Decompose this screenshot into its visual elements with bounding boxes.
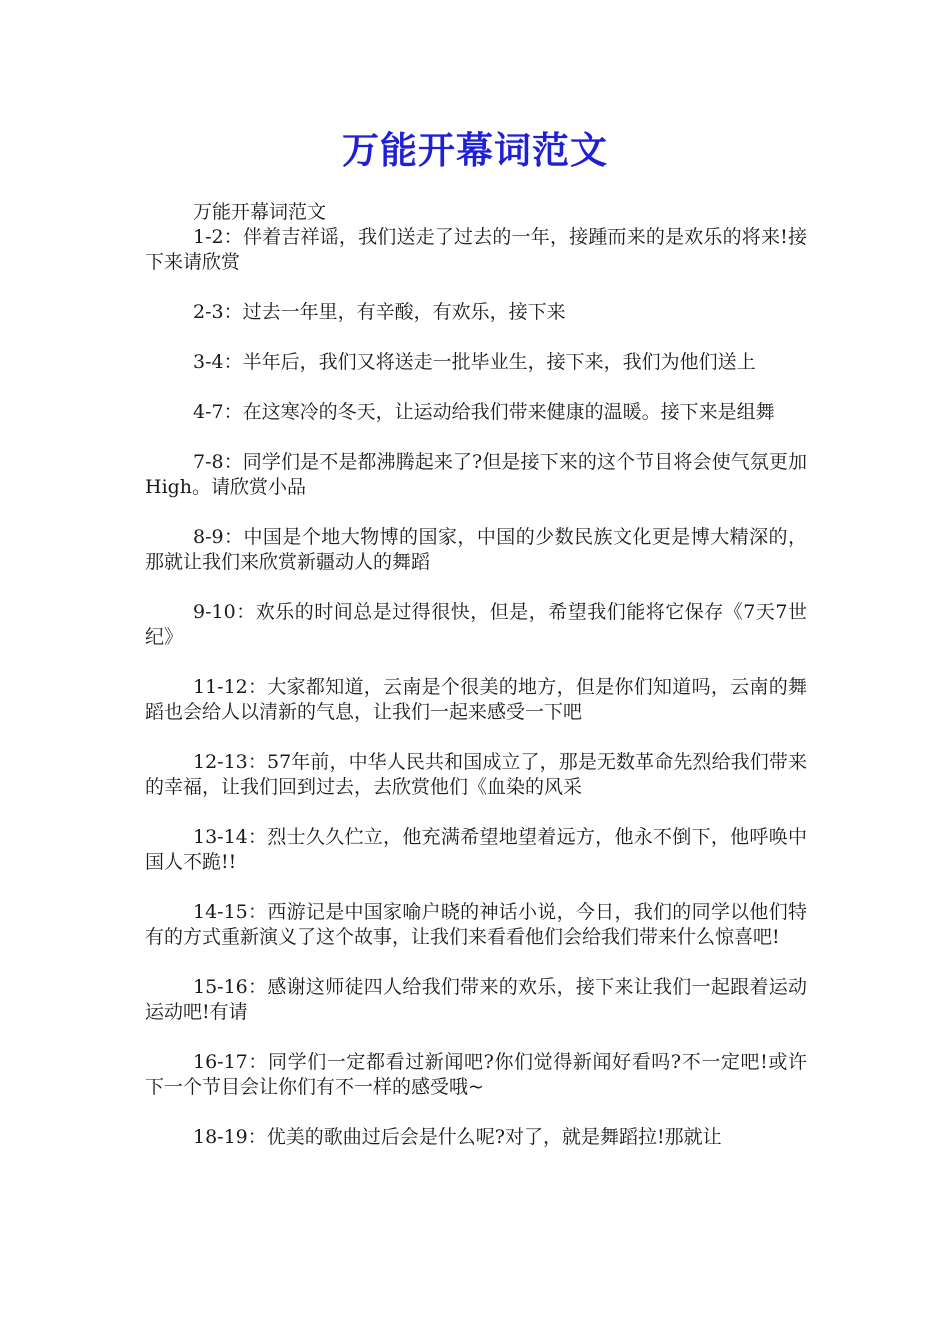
paragraph: 9-10：欢乐的时间总是过得很快，但是，希望我们能将它保存《7天7世纪》 <box>145 601 807 648</box>
paragraph: 18-19：优美的歌曲过后会是什么呢?对了，就是舞蹈拉!那就让 <box>193 1126 722 1148</box>
document-title: 万能开幕词范文 <box>342 128 608 172</box>
paragraph: 1-2：伴着吉祥谣，我们送走了过去的一年，接踵而来的是欢乐的将来!接下来请欣赏 <box>145 226 807 273</box>
paragraph: 8-9：中国是个地大物博的国家，中国的少数民族文化更是博大精深的，那就让我们来欣赏新疆动人的舞蹈 <box>145 526 807 573</box>
paragraph: 4-7：在这寒冷的冬天，让运动给我们带来健康的温暖。接下来是组舞 <box>193 401 775 423</box>
paragraph: 2-3：过去一年里，有辛酸，有欢乐，接下来 <box>193 301 566 323</box>
paragraph: 15-16：感谢这师徒四人给我们带来的欢乐，接下来让我们一起跟着运动运动吧!有请 <box>145 976 807 1023</box>
paragraph: 16-17：同学们一定都看过新闻吧?你们觉得新闻好看吗?不一定吧!或许下一个节目会让你们有不一样的感受哦~ <box>145 1051 807 1098</box>
paragraph: 3-4：半年后，我们又将送走一批毕业生，接下来，我们为他们送上 <box>193 351 756 373</box>
document-subtitle: 万能开幕词范文 <box>193 201 327 223</box>
paragraph: 13-14：烈士久久伫立，他充满希望地望着远方，他永不倒下，他呼唤中国人不跪!! <box>145 826 807 873</box>
document-body <box>145 200 807 1150</box>
paragraph: 14-15：西游记是中国家喻户晓的神话小说，今日，我们的同学以他们特有的方式重新演义了这个故事，让我们来看看他们会给我们带来什么惊喜吧! <box>145 901 807 948</box>
paragraph: 12-13：57年前，中华人民共和国成立了，那是无数革命先烈给我们带来的幸福，让我们回到过去，去欣赏他们《血染的风采 <box>145 751 807 798</box>
paragraph: 11-12：大家都知道，云南是个很美的地方，但是你们知道吗，云南的舞蹈也会给人以清新的气息，让我们一起来感受一下吧 <box>145 676 807 723</box>
paragraph: 7-8：同学们是不是都沸腾起来了?但是接下来的这个节目将会使气氛更加High。请欣赏小品 <box>145 451 807 498</box>
